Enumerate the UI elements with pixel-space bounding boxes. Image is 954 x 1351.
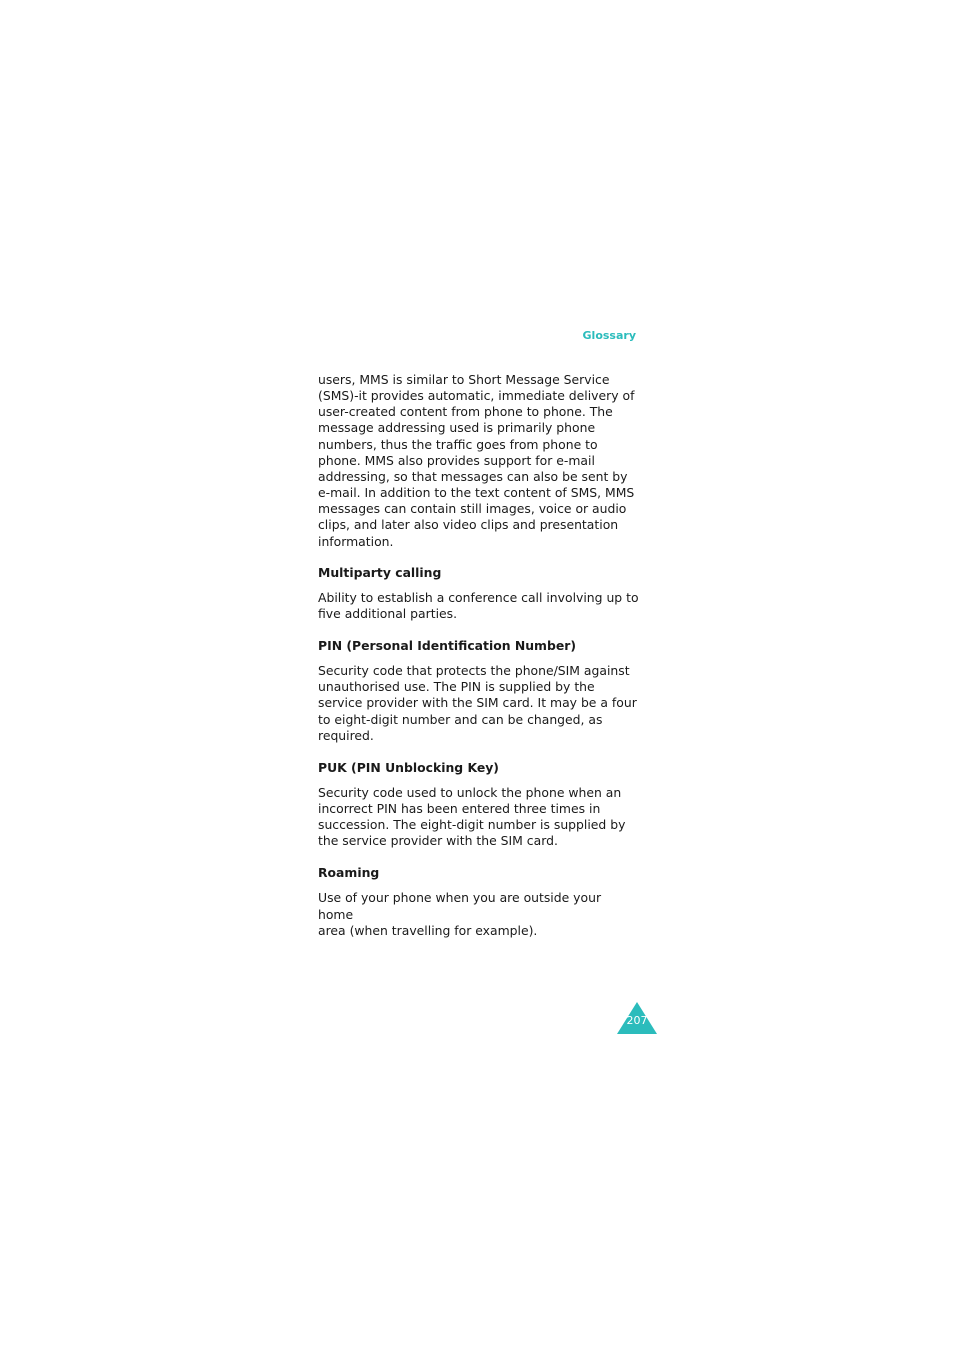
intro-paragraph: users, MMS is similar to Short Message Service (SMS)-it provides automatic, immediate delivery of user-created content from phone to phone. The message addressing used is primarily phone numbers, thus the traffic goes from phone to phone. MMS also provides support for e-mail addressing, so that messages can also be sent by e-mail. In addition to the text content of SMS, MMS messages can contain still images, voice or audio clips, and later also video clips and presentation information.	[318, 372, 635, 549]
term-multiparty-calling: Multiparty calling	[318, 564, 442, 580]
term-roaming: Roaming	[318, 865, 380, 881]
term-pin: PIN (Personal Identification Number)	[318, 638, 576, 654]
definition-puk: Security code used to unlock the phone when an incorrect PIN has been entered three times in succession. The eight-digit number is supplied by the service provider with the SIM card.	[318, 784, 626, 849]
page-number: 207	[626, 1014, 648, 1027]
section-header: Glossary	[582, 329, 636, 342]
page-number-badge	[617, 1002, 657, 1034]
definition-roaming: Use of your phone when you are outside your home area (when travelling for example).	[318, 890, 602, 938]
definition-pin: Security code that protects the phone/SIM against unauthorised use. The PIN is supplied by the service provider with the SIM card. It may be a four to eight-digit number and can be changed, as required.	[318, 663, 637, 743]
definition-multiparty-calling: Ability to establish a conference call involving up to five additional parties.	[318, 589, 639, 621]
term-puk: PUK (PIN Unblocking Key)	[318, 759, 499, 775]
glossary-content	[318, 372, 640, 939]
